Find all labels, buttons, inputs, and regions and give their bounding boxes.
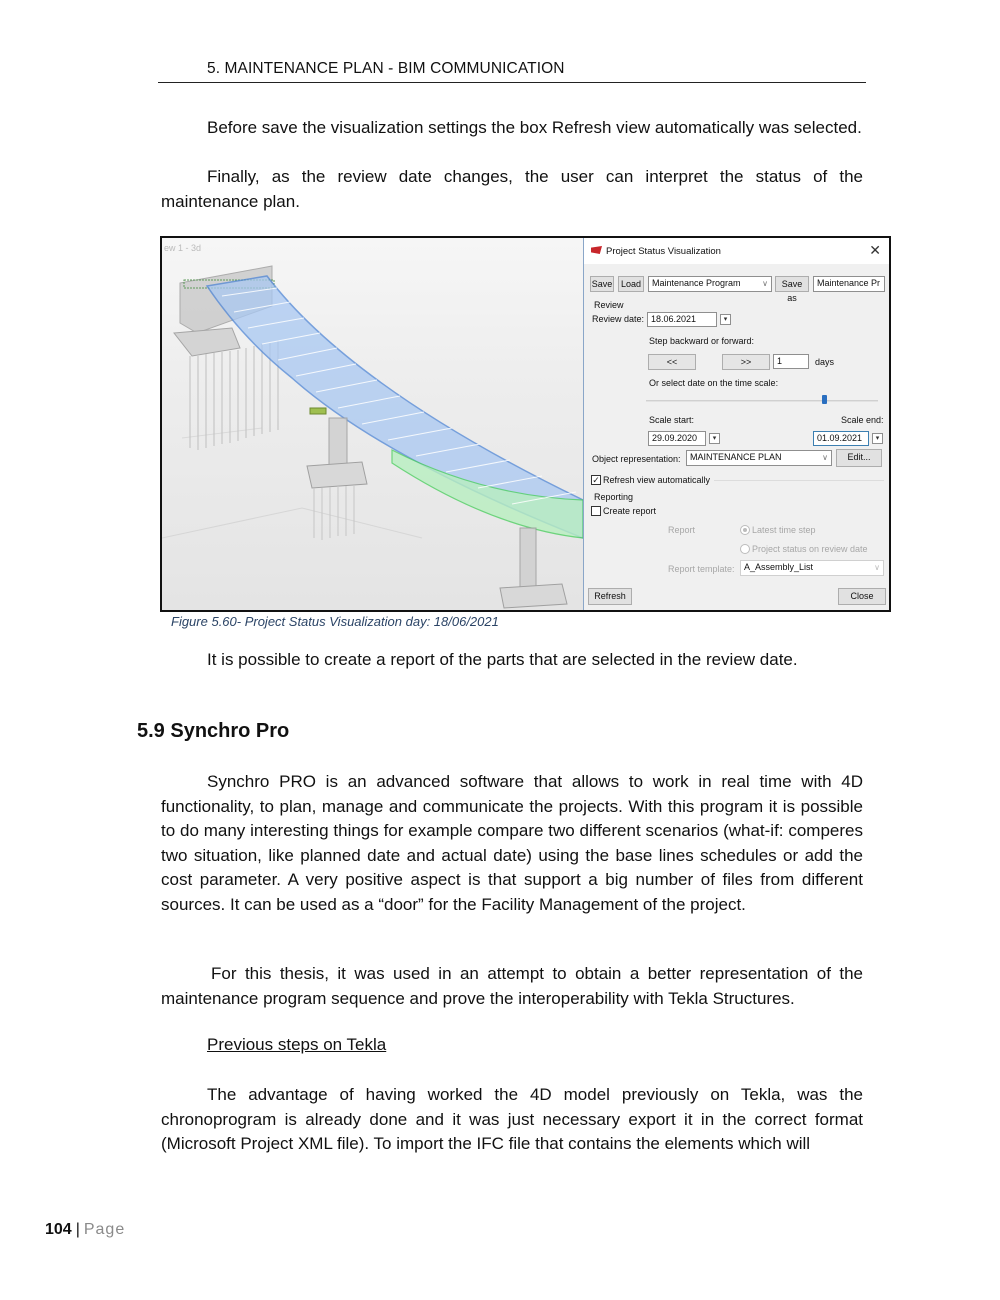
review-date-field[interactable]: 18.06.2021 — [647, 312, 717, 327]
refresh-button[interactable]: Refresh — [588, 588, 632, 605]
reporting-group-label: Reporting — [594, 492, 634, 502]
refresh-view-label: Refresh view automatically — [603, 475, 711, 485]
step-days-field[interactable]: 1 — [773, 354, 809, 369]
scale-end-picker-button[interactable]: ▾ — [872, 433, 883, 444]
figure-caption: Figure 5.60- Project Status Visualization day: 18/06/2021 — [171, 614, 499, 629]
section-heading: 5.9 Synchro Pro — [137, 720, 290, 742]
save-as-button[interactable]: Save as — [775, 276, 809, 292]
page-footer — [45, 1221, 125, 1239]
report-template-value: A_Assembly_List — [744, 562, 814, 572]
page-number: 104 — [45, 1221, 72, 1238]
step-forward-button[interactable]: >> — [722, 354, 770, 370]
paragraph-review-date: Finally, as the review date changes, the user can interpret the status of the maintenance plan. — [161, 167, 863, 211]
object-representation-combo[interactable] — [686, 450, 832, 466]
report-label: Report — [668, 525, 696, 535]
paragraph-report: It is possible to create a report of the parts that are selected in the review date. — [207, 650, 798, 669]
running-header — [158, 58, 866, 83]
3d-viewport — [162, 238, 583, 610]
viewport-label: ew 1 - 3d — [164, 243, 202, 253]
save-as-name-field[interactable]: Maintenance Pr — [813, 276, 885, 292]
review-date-picker-button[interactable]: ▾ — [720, 314, 731, 325]
status-on-review-label: Project status on review date — [752, 544, 868, 554]
object-representation-label: Object representation: — [592, 454, 681, 464]
scale-start-field[interactable]: 29.09.2020 — [648, 431, 706, 446]
chevron-down-icon: ∨ — [762, 279, 768, 288]
settings-combo-value: Maintenance Program — [652, 278, 741, 288]
subheading-previous-steps: Previous steps on Tekla — [207, 1035, 387, 1054]
step-label: Step backward or forward: — [649, 336, 755, 346]
close-icon[interactable]: ✕ — [869, 242, 881, 258]
paragraph-thesis-use: For this thesis, it was used in an attempt to obtain a better representation of the maintenance program sequence and prove the interoperability with Tekla Structures. — [161, 964, 863, 1008]
app-logo-icon — [591, 246, 602, 254]
report-template-combo[interactable] — [740, 560, 884, 576]
review-date-label: Review date: — [592, 314, 645, 324]
status-on-review-radio[interactable] — [740, 544, 750, 554]
load-button[interactable]: Load — [618, 276, 644, 292]
object-representation-value: MAINTENANCE PLAN — [690, 452, 782, 462]
paragraph-tekla-advantage: The advantage of having worked the 4D model previously on Tekla, was the chronoprogram is already done and it was just necessary export it in the correct format (Microsoft Project XML file). To import the IFC file that contains the elements which will — [161, 1085, 863, 1153]
refresh-view-checkbox[interactable]: ✓ — [592, 475, 600, 485]
time-scale-label: Or select date on the time scale: — [649, 378, 779, 388]
separator — [714, 480, 884, 481]
figure-screenshot — [160, 236, 891, 612]
time-scale-slider-thumb[interactable] — [822, 395, 827, 404]
step-backward-button[interactable]: << — [648, 354, 696, 370]
close-button[interactable]: Close — [838, 588, 886, 605]
latest-time-step-radio[interactable] — [740, 525, 750, 535]
days-label: days — [815, 357, 835, 367]
scale-start-label: Scale start: — [649, 415, 695, 425]
dialog-title: Project Status Visualization — [606, 246, 721, 257]
footer-separator: | — [75, 1221, 80, 1238]
create-report-checkbox[interactable] — [591, 506, 601, 516]
time-scale-slider-track[interactable] — [646, 400, 878, 402]
review-group-label: Review — [594, 300, 624, 310]
scale-end-field[interactable]: 01.09.2021 — [813, 431, 869, 446]
chevron-down-icon: ∨ — [822, 453, 828, 462]
save-button[interactable]: Save — [590, 276, 614, 292]
report-template-label: Report template: — [668, 564, 735, 574]
create-report-label: Create report — [603, 506, 657, 516]
running-title: 5. MAINTENANCE PLAN - BIM COMMUNICATION — [207, 60, 565, 77]
paragraph-synchro-intro: Synchro PRO is an advanced software that allows to work in real time with 4D functionality, to plan, manage and communicate the projects. With this program it is possible to do many interesting things for example compare two different scenarios (what-if: comperes two situation, like planned date and actual date) using the base lines schedules or add the cost parameter. A very positive aspect is that support a big number of files from different sources. It can be used as a “door” for the Facility Management of the project. — [161, 772, 863, 914]
latest-time-step-label: Latest time step — [752, 525, 816, 535]
dialog-titlebar — [584, 238, 889, 264]
scale-end-label: Scale end: — [841, 415, 884, 425]
scale-start-picker-button[interactable]: ▾ — [709, 433, 720, 444]
project-status-dialog — [583, 238, 889, 610]
chevron-down-icon: ∨ — [874, 563, 880, 572]
bridge-model-illustration — [162, 238, 583, 610]
paragraph-refresh-setting: Before save the visualization settings the box Refresh view automatically was selected. — [207, 118, 862, 137]
page-word: Page — [83, 1221, 126, 1238]
edit-button[interactable]: Edit... — [836, 449, 882, 467]
settings-combo[interactable] — [648, 276, 772, 292]
